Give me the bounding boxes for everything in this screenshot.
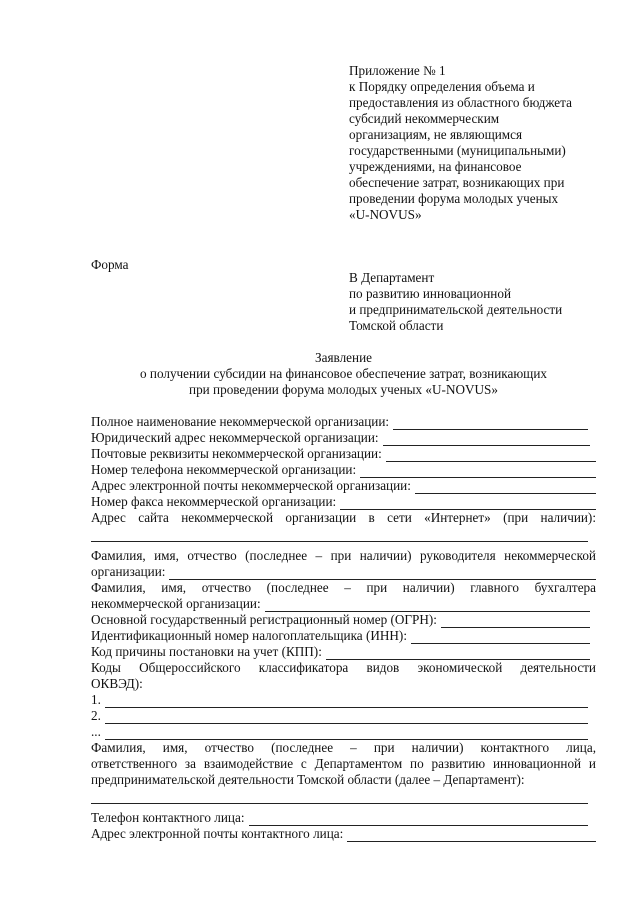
okved-item-number: ... [91,724,101,739]
legal-address-input-line[interactable] [383,434,590,446]
field-accountant [91,596,596,612]
field-label: организации: [91,564,166,579]
field-label: Номер факса некоммерческой организации: [91,494,337,509]
appendix-line: предоставления из областного бюджета [349,95,572,110]
email-input-line[interactable] [415,482,596,494]
appendix-line: Приложение № 1 [349,63,446,78]
field-okved-label: Коды Общероссийского классификатора видов экономической деятельности [91,660,596,675]
field-website-label: Адрес сайта некоммерческой организации в сети «Интернет» (при наличии): [91,510,596,525]
field-inn [91,628,596,644]
ogrn-input-line[interactable] [441,616,590,628]
appendix-line: обеспечение затрат, возникающих при [349,175,565,190]
appendix-line: проведении форума молодых ученых [349,191,559,206]
field-label: Основной государственный регистрационный номер (ОГРН): [91,612,437,627]
okved-item-number: 2. [91,708,101,723]
website-input-line[interactable] [91,526,588,542]
field-full-name [91,414,596,430]
appendix-header [349,63,599,223]
field-label: Адрес электронной почты контактного лица: [91,826,344,841]
inn-input-line[interactable] [411,632,590,644]
field-contact-label-3 [91,772,596,788]
application-fields [91,414,596,842]
appendix-line: к Порядку определения объема и [349,79,535,94]
field-contact-email [91,826,596,842]
document-title [91,350,596,398]
field-legal-address [91,430,596,446]
field-director-label: Фамилия, имя, отчество (последнее – при наличии) руководителя некоммерческой [91,548,596,563]
field-label: Полное наименование некоммерческой организации: [91,414,390,429]
appendix-line: «U-NOVUS» [349,207,422,222]
postal-details-input-line[interactable] [386,450,596,462]
field-label: Код причины постановки на учет (КПП): [91,644,322,659]
field-contact-label-2: ответственного за взаимодействие с Департаментом по развитию инновационной и [91,756,596,771]
title-line: Заявление [315,350,372,365]
okved-item-more [91,724,596,740]
recipient-line: В Департамент [349,270,435,285]
contact-phone-input-line[interactable] [249,814,589,826]
director-input-line[interactable] [169,568,596,580]
field-ogrn [91,612,596,628]
field-label: Идентификационный номер налогоплательщика (ИНН): [91,628,407,643]
okved-item-1 [91,692,596,708]
field-label: Номер телефона некоммерческой организации: [91,462,357,477]
field-label: предпринимательской деятельности Томской области (далее – Департамент): [91,772,525,787]
field-email [91,478,596,494]
okved-2-input-line[interactable] [105,712,588,724]
title-line: при проведении форума молодых ученых «U-NOVUS» [189,382,498,397]
fax-input-line[interactable] [340,498,596,510]
accountant-input-line[interactable] [265,600,590,612]
full-name-input-line[interactable] [393,418,588,430]
field-postal-details [91,446,596,462]
recipient-line: Томской области [349,318,444,333]
recipient-line: и предпринимательской деятельности [349,302,563,317]
field-phone [91,462,596,478]
appendix-line: субсидий некоммерческим [349,111,500,126]
okved-item-number: 1. [91,692,101,707]
title-line: о получении субсидии на финансовое обеспечение затрат, возникающих [140,366,547,381]
field-director [91,564,596,580]
appendix-line: государственными (муниципальными) [349,143,566,158]
field-label: Юридический адрес некоммерческой организации: [91,430,379,445]
kpp-input-line[interactable] [326,648,590,660]
field-okved-label-2 [91,676,596,692]
appendix-line: организациям, не являющимся [349,127,523,142]
phone-input-line[interactable] [360,466,596,478]
field-fax [91,494,596,510]
field-label: Телефон контактного лица: [91,810,245,825]
appendix-line: учреждениями, на финансовое [349,159,522,174]
okved-more-input-line[interactable] [105,728,588,740]
field-contact-label: Фамилия, имя, отчество (последнее – при наличии) контактного лица, [91,740,596,755]
field-accountant-label: Фамилия, имя, отчество (последнее – при наличии) главного бухгалтера [91,580,596,595]
field-contact-phone [91,810,596,826]
contact-email-input-line[interactable] [347,830,596,842]
field-label: некоммерческой организации: [91,596,261,611]
field-label: Адрес электронной почты некоммерческой организации: [91,478,411,493]
field-label: ОКВЭД): [91,676,143,691]
okved-item-2 [91,708,596,724]
form-label: Форма [91,257,129,272]
field-kpp [91,644,596,660]
recipient-block [349,270,599,334]
okved-1-input-line[interactable] [105,696,588,708]
contact-name-input-line[interactable] [91,788,588,804]
recipient-line: по развитию инновационной [349,286,512,301]
field-label: Почтовые реквизиты некоммерческой организации: [91,446,382,461]
